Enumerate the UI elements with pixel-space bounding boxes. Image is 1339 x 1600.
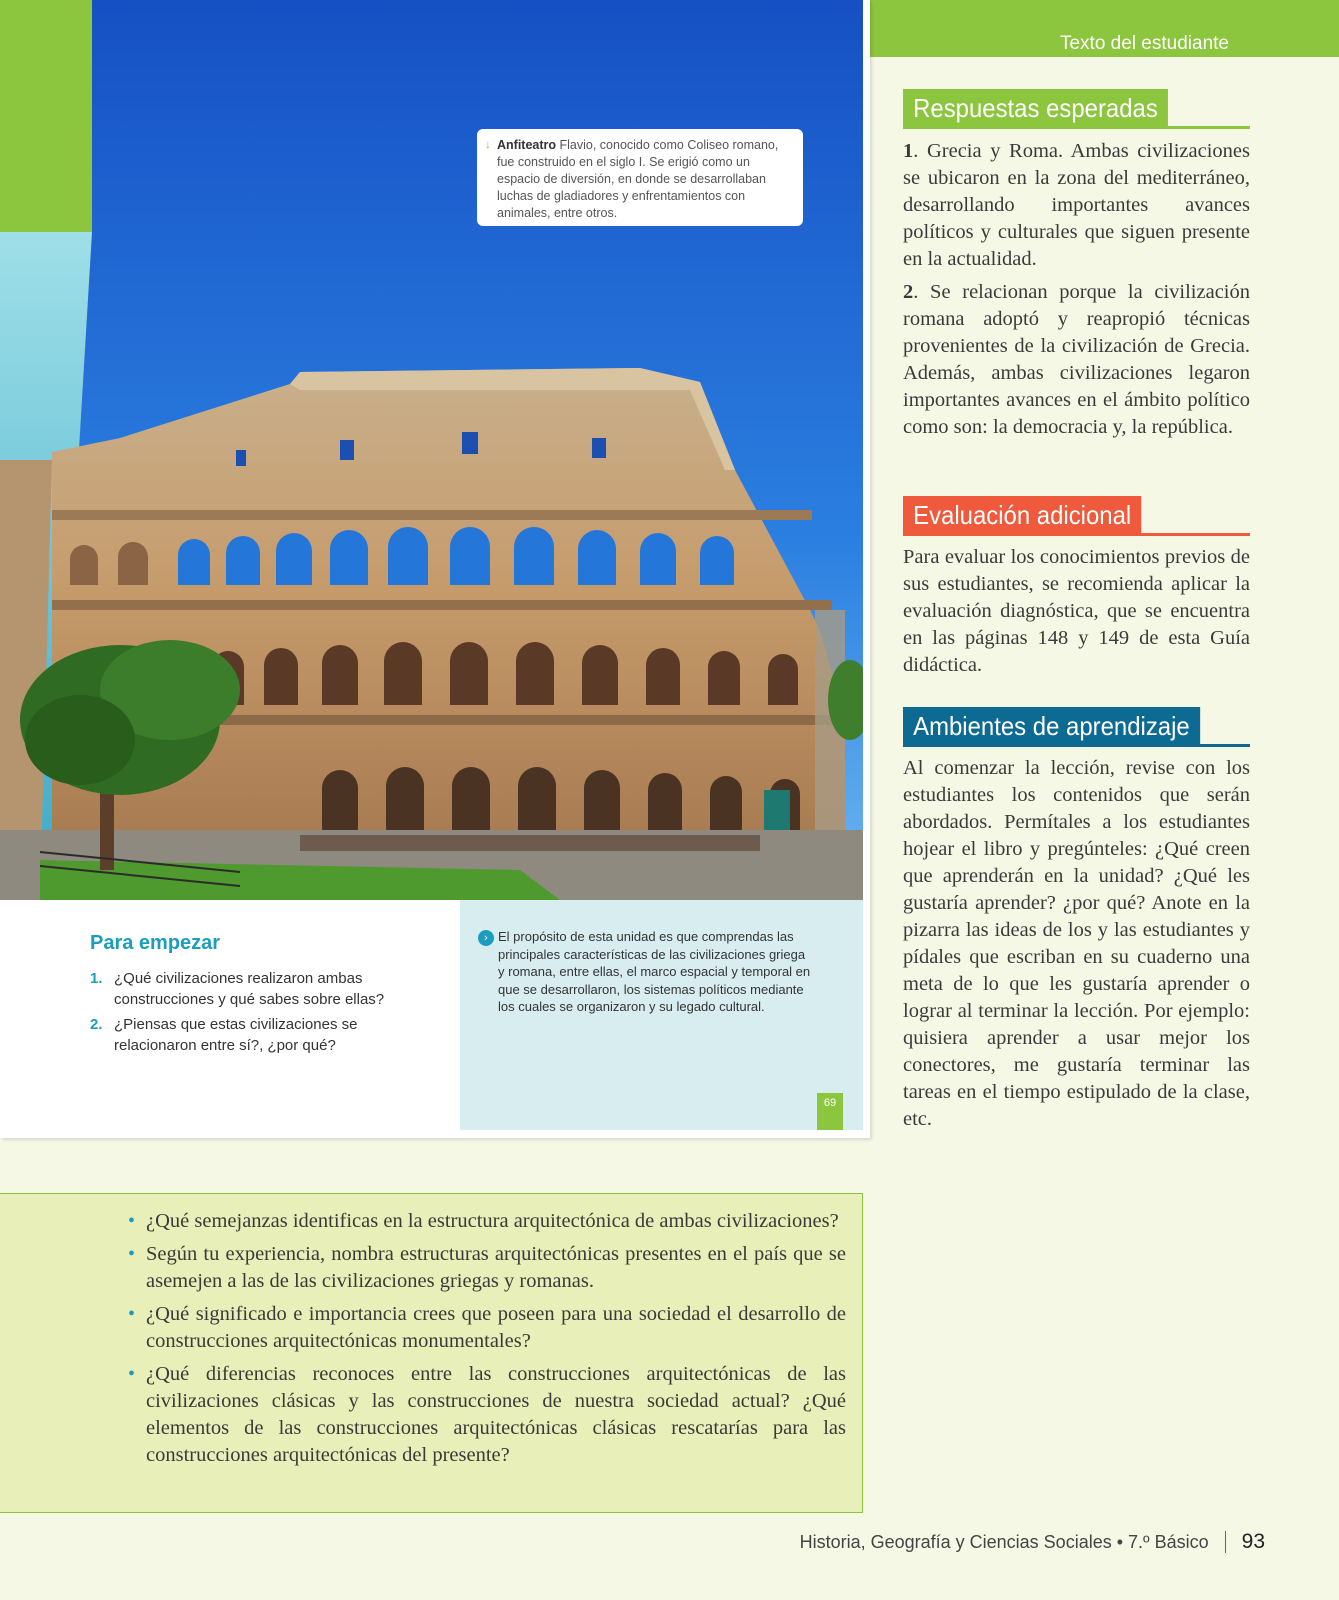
para-empezar-title: Para empezar <box>90 932 221 954</box>
green-corner-tab <box>0 0 92 232</box>
respuesta-text: . Se relacionan porque la civilización romana adoptó y reapropió técnicas provenientes de la civilización de Grecia. Además, ambas civilizaciones legaron importantes avances en el ámbito político como son: la democracia y, la república. <box>903 281 1250 438</box>
question-item <box>126 1208 846 1235</box>
caption-bold: Anfiteatro <box>497 138 557 152</box>
start-question-text: ¿Piensas que estas civilizaciones se relacionaron entre sí?, ¿por qué? <box>114 1016 358 1054</box>
footer-page-number: 93 <box>1241 1530 1265 1553</box>
page-footer <box>800 1530 1265 1554</box>
bullet-icon: • <box>128 1210 136 1232</box>
start-question <box>90 968 390 1010</box>
ambientes-body: Al comenzar la lección, revise con los estudiantes los contenidos que serán abordados. Permítales a los estudiantes hojear el libro y pregúnteles: ¿Qué creen que aprenderán en la unidad? ¿Qué les gustaría aprender? ¿por qué? Anote en la pizarra las ideas de los y las estudiantes y pídales que escriban en su cuaderno una meta de lo que les gustaría aprender o lograr al terminar la lección. Por ejemplo: quisiera aprender a usar mejor los conectores, me gustaría terminar las tareas en el tiempo estipulado de la clase, etc. <box>903 757 1250 1130</box>
evaluacion-title-label: Evaluación adicional <box>903 496 1141 533</box>
header-label: Texto del estudiante <box>1059 33 1229 54</box>
question-text: Según tu experiencia, nombra estructuras arquitectónicas presentes en el país que se asemejen a las de las civilizaciones griegas y romanas. <box>146 1243 846 1292</box>
para-empezar-box <box>18 900 459 1130</box>
respuestas-title <box>903 89 1250 129</box>
question-item <box>126 1241 846 1295</box>
start-question-num: 1. <box>90 970 103 987</box>
ambientes-title <box>903 707 1250 747</box>
respuesta-num: 2 <box>903 281 914 303</box>
question-text: ¿Qué significado e importancia crees que poseen para una sociedad el desarrollo de construcciones arquitectónicas monumentales? <box>146 1303 846 1352</box>
caption-arrow-icon: ↓ <box>485 137 491 151</box>
purpose-text: El propósito de esta unidad es que comprendas las principales características de las civilizaciones griega y romana, entre ellas, el marco espacial y temporal en que se desarrollaron, los sistemas políticos mediante los cuales se organizaron y su legado cultural. <box>498 929 811 1014</box>
footer-divider <box>1225 1531 1226 1553</box>
evaluacion-title <box>903 496 1250 536</box>
start-question-num: 2. <box>90 1016 103 1033</box>
questions-box <box>0 1193 863 1513</box>
question-text: ¿Qué semejanzas identificas en la estructura arquitectónica de ambas civilizaciones? <box>146 1210 839 1232</box>
start-question-text: ¿Qué civilizaciones realizaron ambas construcciones y qué sabes sobre ellas? <box>114 970 385 1008</box>
bullet-icon: • <box>128 1363 136 1385</box>
student-book-page <box>0 0 870 1138</box>
student-page-number: 69 <box>817 1093 843 1130</box>
start-question <box>90 1014 390 1056</box>
header-strip <box>864 0 1339 57</box>
bullet-icon: • <box>128 1303 136 1325</box>
respuestas-title-label: Respuestas esperadas <box>903 89 1168 126</box>
respuesta-text: . Grecia y Roma. Ambas civilizaciones se ubicaron en la zona del mediterráneo, desarrollando importantes avances políticos y culturales que siguen presente en la actualidad. <box>903 140 1250 270</box>
purpose-box <box>460 900 863 1130</box>
photo-caption <box>477 129 803 226</box>
ambientes-title-label: Ambientes de aprendizaje <box>903 707 1200 744</box>
footer-subject: Historia, Geografía y Ciencias Sociales • 7.º Básico <box>799 1531 1209 1552</box>
question-text: ¿Qué diferencias reconoces entre las construcciones arquitectónicas de las civilizaciones clásicas y las construcciones de nuestra sociedad actual? ¿Qué elementos de las construcciones arquitectónicas clásicas rescatarías para las construcciones arquitectónicas del presente? <box>146 1363 846 1466</box>
respuestas-body <box>903 138 1250 447</box>
question-item <box>126 1361 846 1469</box>
respuesta-item <box>903 138 1250 273</box>
respuesta-item <box>903 279 1250 441</box>
chevron-right-icon: › <box>478 930 494 946</box>
evaluacion-body: Para evaluar los conocimientos previos de sus estudiantes, se recomienda aplicar la evaluación diagnóstica, que se encuentra en las páginas 148 y 149 de esta Guía didáctica. <box>903 546 1250 676</box>
bullet-icon: • <box>128 1243 136 1265</box>
caption-text: Flavio, conocido como Coliseo romano, fue construido en el siglo I. Se erigió como un espacio de diversión, en donde se desarrollaban luchas de gladiadores y enfrentamientos con animales, entre otros. <box>497 138 779 220</box>
respuesta-num: 1 <box>903 140 914 162</box>
questions-list <box>126 1208 846 1475</box>
question-item <box>126 1301 846 1355</box>
